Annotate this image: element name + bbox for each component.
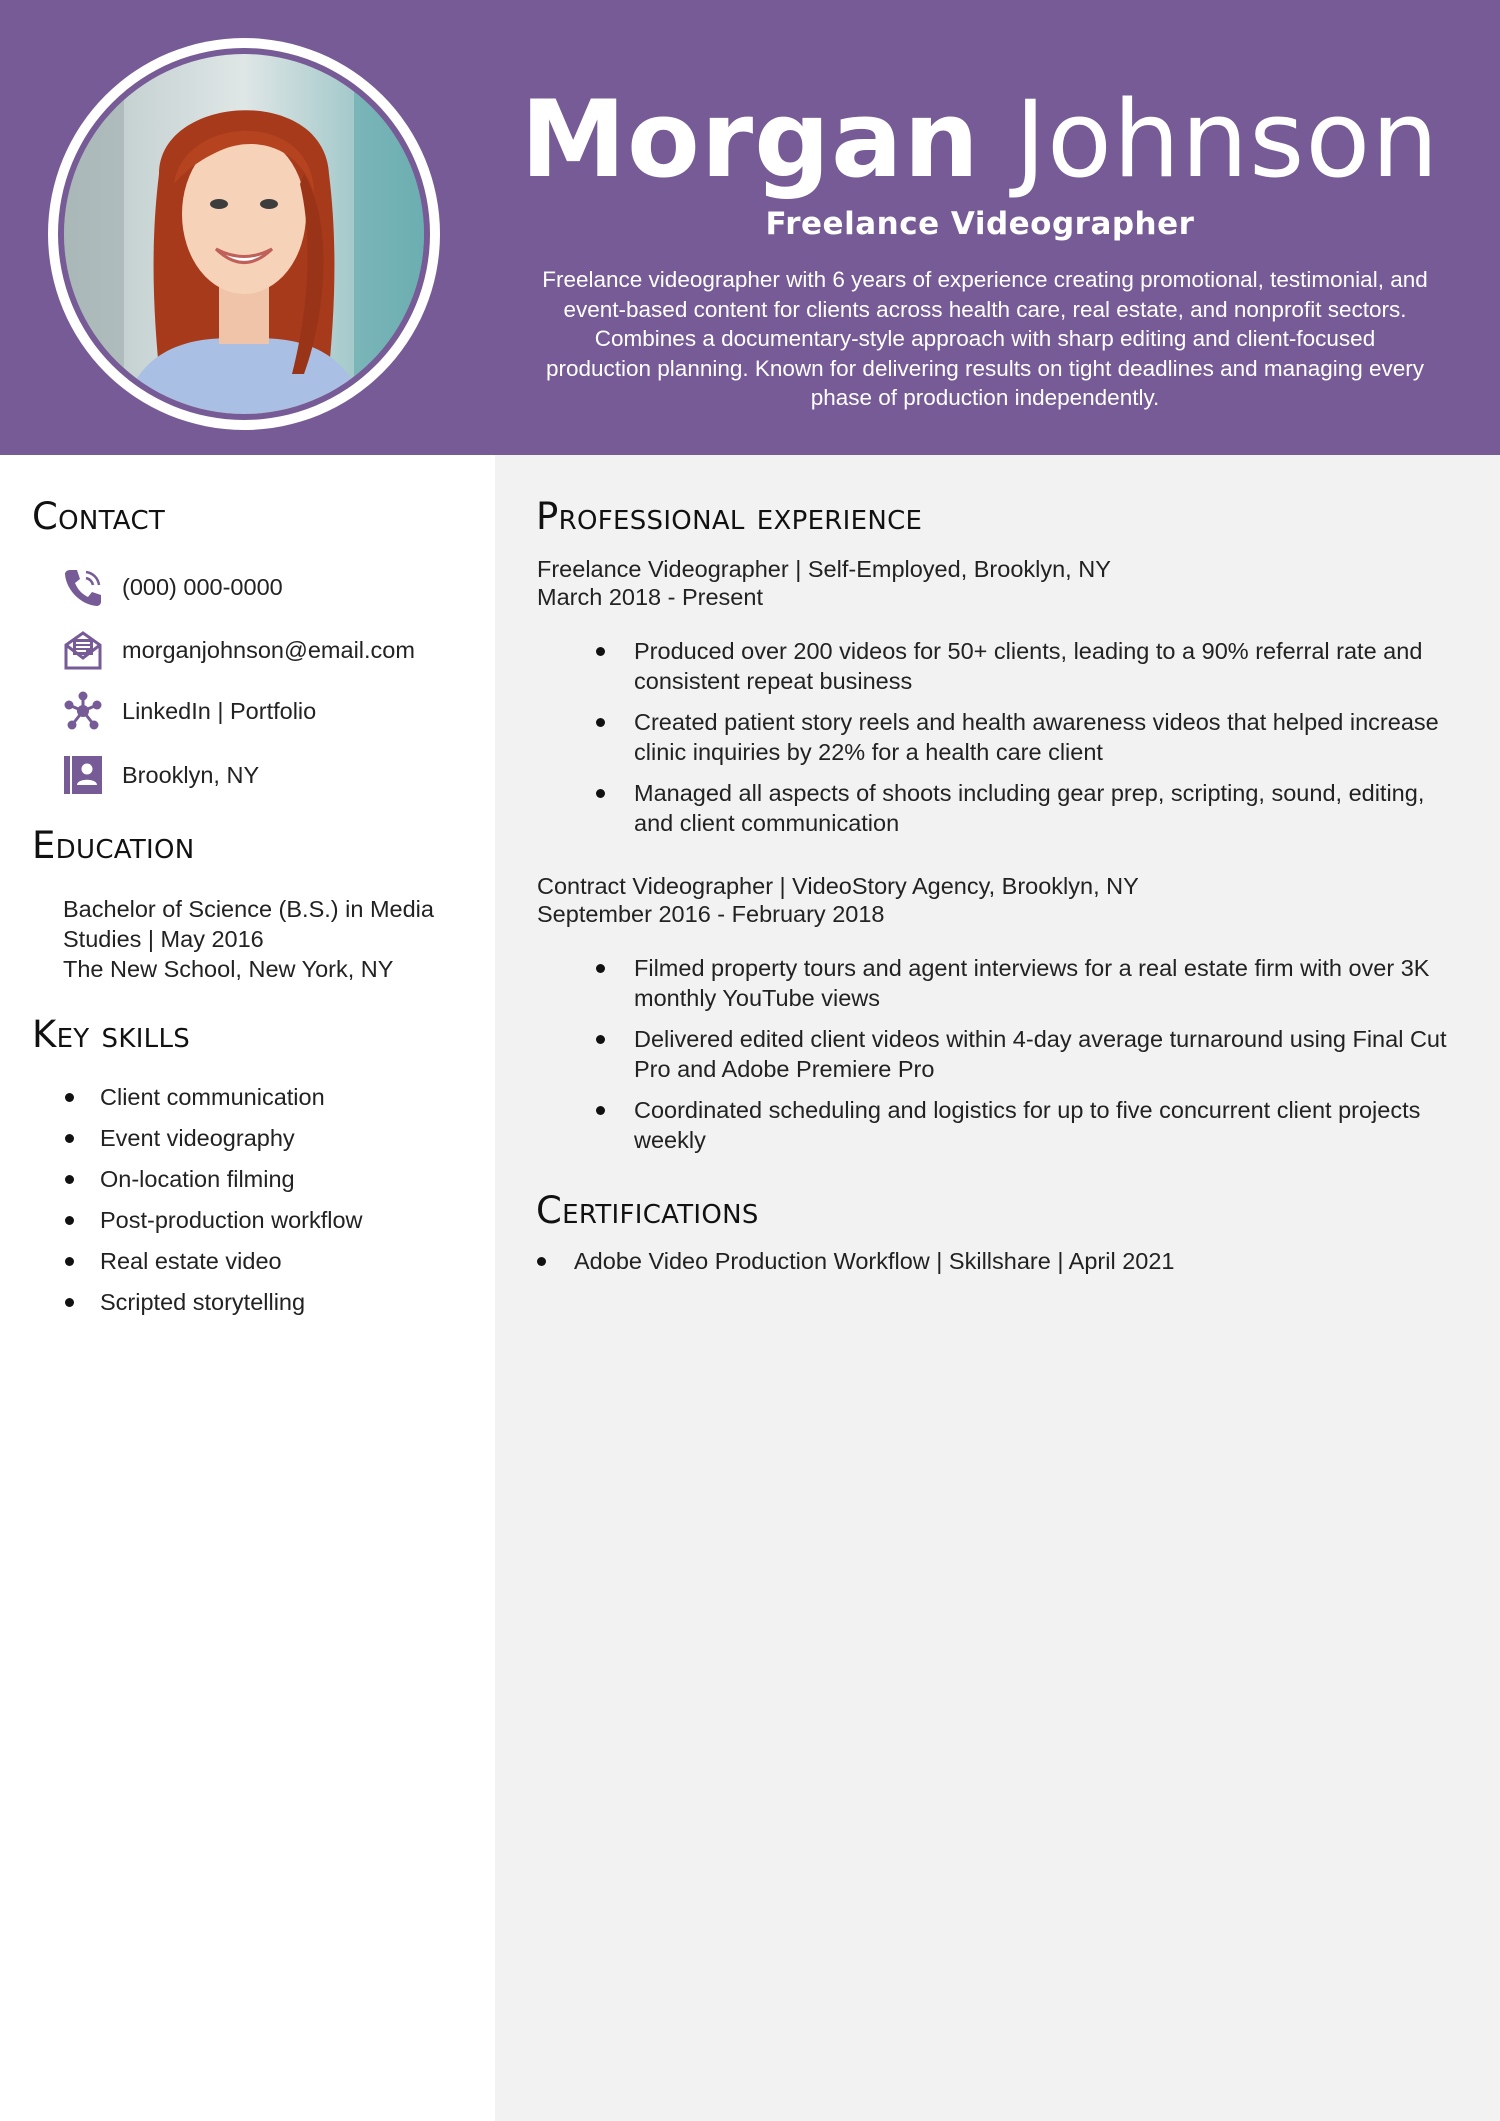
profile-photo	[64, 54, 424, 414]
email-address: morganjohnson@email.com	[122, 636, 415, 663]
header-banner	[0, 0, 1500, 455]
education-heading: Education	[32, 824, 195, 867]
job-bullet: Managed all aspects of shoots including gear prep, scripting, sound, editing, and client communication	[537, 778, 1457, 838]
job-bullet: Filmed property tours and agent interviews for a real estate firm with over 3K monthly YouTube views	[537, 953, 1457, 1013]
certifications-list	[537, 1246, 1457, 1276]
job-1-bullets	[537, 636, 1457, 849]
candidate-name	[520, 78, 1440, 201]
certifications-heading: Certifications	[536, 1189, 759, 1232]
professional-summary: Freelance videographer with 6 years of experience creating promotional, testimonial, and event-based content for clients across health care, real estate, and nonprofit sectors. Combines a documentary-style approach with sharp editing and client-focused production planning. Known for delivering results on tight deadlines and managing every phase of production independently.	[542, 267, 1428, 410]
phone-icon	[60, 564, 106, 610]
profile-photo-frame	[48, 38, 440, 430]
job-bullet: Created patient story reels and health awareness videos that helped increase clinic inquiries by 22% for a health care client	[537, 707, 1457, 767]
network-icon	[60, 688, 106, 734]
last-name: Johnson	[1014, 78, 1440, 201]
school-line: The New School, New York, NY	[63, 956, 394, 982]
job-bullet: Delivered edited client videos within 4-day average turnaround using Final Cut Pro and Adobe Premiere Pro	[537, 1024, 1457, 1084]
phone-number: (000) 000-0000	[122, 573, 283, 600]
job-2-dates: September 2016 - February 2018	[537, 901, 885, 927]
experience-heading: Professional experience	[536, 495, 923, 538]
portrait-illustration	[64, 54, 424, 414]
skill-item: Real estate video	[63, 1246, 463, 1276]
skill-item: Client communication	[63, 1082, 463, 1112]
skills-list	[63, 1082, 463, 1328]
contact-location	[60, 752, 259, 798]
location-text: Brooklyn, NY	[122, 761, 260, 788]
skill-item: Event videography	[63, 1123, 463, 1153]
contact-links	[60, 688, 316, 734]
job-1-dates: March 2018 - Present	[537, 584, 763, 610]
job-2-bullets	[537, 953, 1457, 1166]
job-2-title: Contract Videographer | VideoStory Agency, Brooklyn, NY	[537, 873, 1139, 899]
degree-line-1: Bachelor of Science (B.S.) in Media	[63, 896, 434, 922]
contact-card-icon	[60, 752, 106, 798]
contact-phone	[60, 564, 283, 610]
skill-item: Post-production workflow	[63, 1205, 463, 1235]
contact-heading: Contact	[32, 495, 166, 538]
skill-item: Scripted storytelling	[63, 1287, 463, 1317]
certification-item: Adobe Video Production Workflow | Skillshare | April 2021	[537, 1246, 1457, 1276]
job-bullet: Produced over 200 videos for 50+ clients, leading to a 90% referral rate and consistent repeat business	[537, 636, 1457, 696]
job-title: Freelance Videographer	[765, 206, 1195, 242]
skill-item: On-location filming	[63, 1164, 463, 1194]
degree-line-2: Studies | May 2016	[63, 926, 264, 952]
skills-heading: Key skills	[32, 1013, 191, 1056]
links-text: LinkedIn | Portfolio	[122, 697, 317, 724]
contact-email	[60, 627, 415, 673]
first-name: Morgan	[520, 78, 980, 201]
job-bullet: Coordinated scheduling and logistics for up to five concurrent client projects weekly	[537, 1095, 1457, 1155]
job-1-title: Freelance Videographer | Self-Employed, Brooklyn, NY	[537, 556, 1111, 582]
email-icon	[60, 627, 106, 673]
